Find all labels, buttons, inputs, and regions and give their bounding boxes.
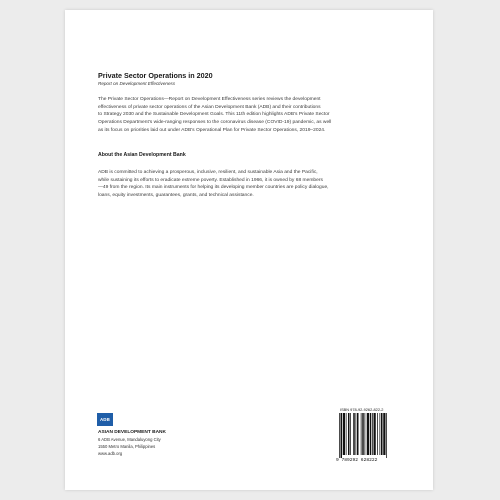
intro-paragraph <box>98 96 383 135</box>
intro-line: as its focus on priorities laid out under ADB's Operational Plan for Private Sector Operations, 2019–2024. <box>98 127 326 133</box>
report-subtitle: Report on Development Effectiveness <box>98 81 176 86</box>
intro-line: effectiveness of private sector operations of the Asian Development Bank (ADB) and their contributions <box>98 104 321 110</box>
barcode-number: 9 789292 628222 <box>336 458 378 463</box>
intro-line: to Strategy 2030 and the Sustainable Development Goals. This 11th edition highlights ADB's Private Sector <box>98 112 330 118</box>
back-cover-page <box>65 10 433 490</box>
intro-line: The Private Sector Operations—Report on Development Effectiveness series reviews the development <box>98 97 321 102</box>
barcode-icon <box>338 413 400 458</box>
intro-line: Operations Department's wide-ranging responses to the coronavirus disease (COVID-19) pandemic, as well <box>98 120 332 126</box>
isbn-label: ISBN 978-92-9262-822-2 <box>340 407 384 412</box>
publisher-address-line2: 1550 Metro Manila, Philippines <box>98 444 156 449</box>
publisher-address-line1: 6 ADB Avenue, Mandaluyong City <box>98 437 161 442</box>
about-paragraph <box>98 169 383 200</box>
about-line: while sustaining its efforts to eradicate extreme poverty. Established in 1966, it is owned by 68 members <box>98 177 323 183</box>
about-line: loans, equity investments, guarantees, grants, and technical assistance. <box>98 193 254 199</box>
about-line: —49 from the region. Its main instruments for helping its developing member countries are policy dialogue, <box>98 185 329 191</box>
about-heading: About the Asian Development Bank <box>98 152 186 158</box>
publisher-name: ASIAN DEVELOPMENT BANK <box>98 430 166 435</box>
publisher-website[interactable]: www.adb.org <box>98 451 123 456</box>
about-line: ADB is committed to achieving a prosperous, inclusive, resilient, and sustainable Asia and the Pacific, <box>98 170 318 175</box>
adb-logo: ADB <box>97 413 113 426</box>
report-title: Private Sector Operations in 2020 <box>98 71 213 80</box>
